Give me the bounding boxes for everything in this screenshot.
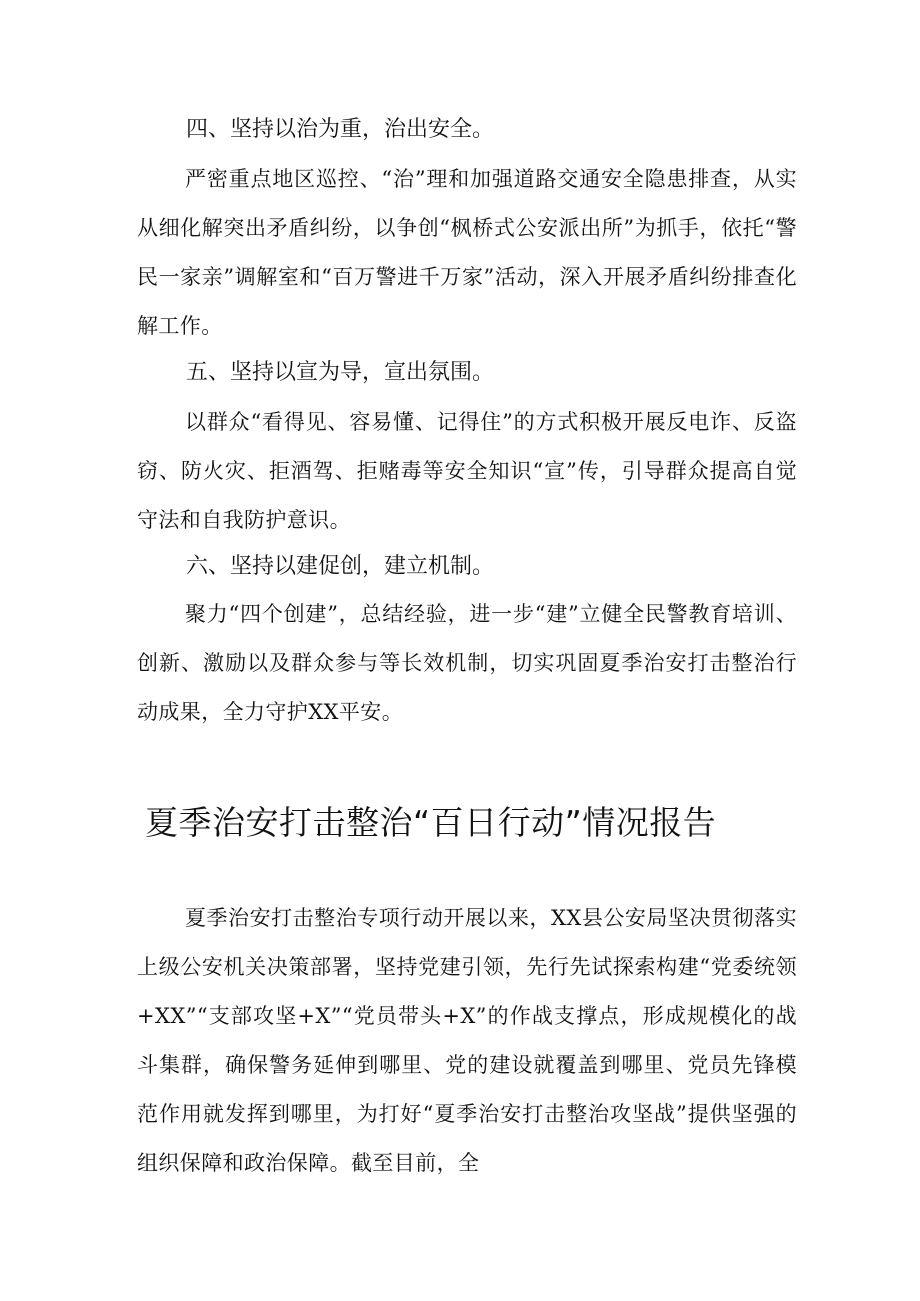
report-title: 夏季治安打击整治“百日行动”情况报告 <box>145 803 717 842</box>
section-6-body: 聚力“四个创建”，总结经验，进一步“建”立健全民警教育培训、创新、激励以及群众参与等长效机制，切实巩固夏季治安打击整治行动成果，全力守护XX平安。 <box>137 602 797 724</box>
section-4-heading: 四、坚持以治为重，治出安全。 <box>186 117 495 142</box>
report-body: 夏季治安打击整治专项行动开展以来，XX县公安局坚决贯彻落实上级公安机关决策部署，坚持党建引领，先行先试探索构建“党委统领+XX”“支部攻坚+X”“党员带头+X”的作战支撑点，形成规模化的战斗集群，确保警务延伸到哪里、党的建设就覆盖到哪里、党员先锋模范作用就发挥到哪里，为打好“夏季治安打击整治攻坚战”提供坚强的组织保障和政治保障。截至目前，全 <box>137 906 797 1175</box>
section-4-body: 严密重点地区巡控、“治”理和加强道路交通安全隐患排查，从实从细化解突出矛盾纠纷，以争创“枫桥式公安派出所”为抓手，依托“警民一家亲”调解室和“百万警进千万家”活动，深入开展矛盾纠纷排查化解工作。 <box>137 167 797 338</box>
section-5-heading: 五、坚持以宣为导，宣出氛围。 <box>186 360 495 385</box>
section-5-body: 以群众“看得见、容易懂、记得住”的方式积极开展反电诈、反盗窃、防火灾、拒酒驾、拒赌毒等安全知识“宣”传，引导群众提高自觉守法和自我防护意识。 <box>137 410 797 532</box>
section-6-heading: 六、坚持以建促创，建立机制。 <box>186 554 495 579</box>
